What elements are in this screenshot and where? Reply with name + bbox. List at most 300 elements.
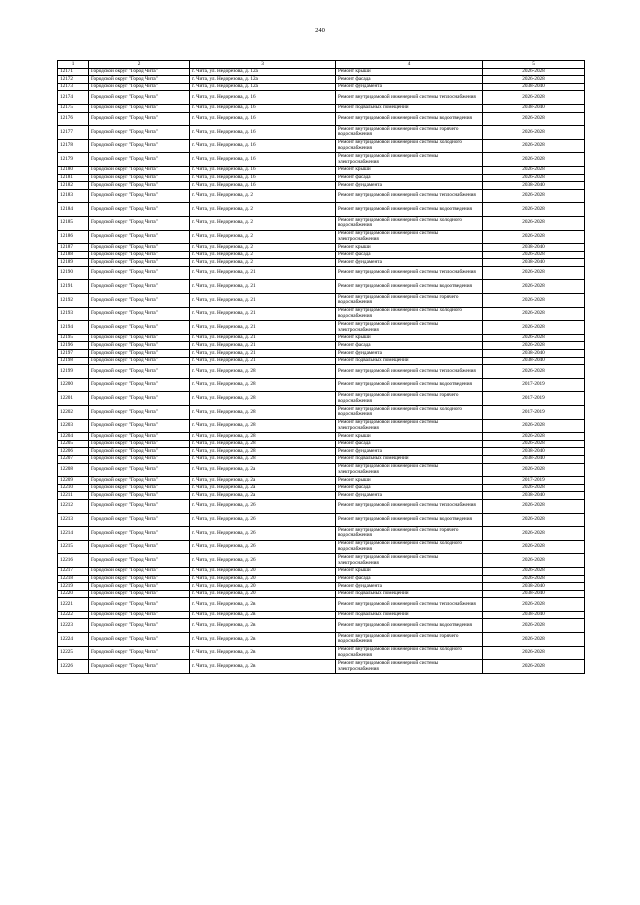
work-type-cell: Ремонт внутридомовой инженерной системы электроснабжения — [336, 153, 483, 167]
work-type-cell: Ремонт подвальных помещений — [336, 104, 483, 112]
table-row — [58, 244, 585, 252]
table-row — [58, 463, 585, 477]
table-row — [58, 280, 585, 294]
address-cell: г. Чита, ул. Недорезова, д. 16 — [190, 166, 336, 174]
address-cell: г. Чита, ул. Недорезова, д. 2в — [190, 611, 336, 619]
municipality-cell: Городской округ "Город Чита" — [89, 448, 190, 456]
municipality-cell: Городской округ "Город Чита" — [89, 365, 190, 379]
table-row — [58, 321, 585, 335]
work-type-cell: Ремонт внутридомовой инженерной системы горячего водоснабжения — [336, 294, 483, 308]
row-number-cell: 12209 — [58, 477, 89, 485]
period-cell: 2026-2028 — [483, 112, 585, 126]
work-type-cell: Ремонт внутридомовой инженерной системы холодного водоснабжения — [336, 540, 483, 554]
row-number-cell: 12191 — [58, 280, 89, 294]
row-number-cell: 12177 — [58, 126, 89, 140]
table-row — [58, 334, 585, 342]
period-cell: 2017-2019 — [483, 392, 585, 406]
table-row — [58, 575, 585, 583]
work-type-cell: Ремонт фасада — [336, 484, 483, 492]
period-cell: 2038-2040 — [483, 259, 585, 267]
row-number-cell: 12185 — [58, 216, 89, 230]
municipality-cell: Городской округ "Город Чита" — [89, 174, 190, 182]
period-cell: 2026-2028 — [483, 216, 585, 230]
municipality-cell: Городской округ "Город Чита" — [89, 230, 190, 244]
row-number-cell: 12198 — [58, 357, 89, 365]
row-number-cell: 12175 — [58, 104, 89, 112]
table-row — [58, 91, 585, 105]
address-cell: г. Чита, ул. Недорезова, д. 26 — [190, 527, 336, 541]
table-row — [58, 104, 585, 112]
work-type-cell: Ремонт внутридомовой инженерной системы теплоснабжения — [336, 365, 483, 379]
table-row — [58, 68, 585, 76]
work-type-cell: Ремонт крыши — [336, 166, 483, 174]
work-type-cell: Ремонт подвальных помещений — [336, 590, 483, 598]
work-type-cell: Ремонт внутридомовой инженерной системы электроснабжения — [336, 463, 483, 477]
work-type-cell: Ремонт фасада — [336, 575, 483, 583]
period-cell: 2026-2028 — [483, 153, 585, 167]
row-number-cell: 12200 — [58, 378, 89, 392]
municipality-cell: Городской округ "Город Чита" — [89, 342, 190, 350]
table-row — [58, 554, 585, 568]
municipality-cell: Городской округ "Город Чита" — [89, 216, 190, 230]
table-row — [58, 76, 585, 84]
address-cell: г. Чита, ул. Недорезова, д. 21 — [190, 321, 336, 335]
municipality-cell: Городской округ "Город Чита" — [89, 633, 190, 647]
work-type-cell: Ремонт крыши — [336, 477, 483, 485]
period-cell: 2026-2028 — [483, 540, 585, 554]
table-row — [58, 174, 585, 182]
work-type-cell: Ремонт внутридомовой инженерной системы горячего водоснабжения — [336, 392, 483, 406]
work-type-cell: Ремонт фундамента — [336, 182, 483, 190]
table-row — [58, 294, 585, 308]
period-cell: 2026-2028 — [483, 527, 585, 541]
address-cell: г. Чита, ул. Недорезова, д. 26 — [190, 540, 336, 554]
period-cell: 2038-2040 — [483, 83, 585, 91]
address-cell: г. Чита, ул. Недорезова, д. 20 — [190, 567, 336, 575]
period-cell: 2038-2040 — [483, 455, 585, 463]
column-number-cell: 3 — [190, 61, 336, 69]
table-row — [58, 619, 585, 633]
address-cell: г. Чита, ул. Недорезова, д. 21 — [190, 294, 336, 308]
municipality-cell: Городской округ "Город Чита" — [89, 182, 190, 190]
table-row — [58, 633, 585, 647]
table-row — [58, 419, 585, 433]
table-body — [58, 61, 585, 674]
municipality-cell: Городской округ "Город Чита" — [89, 91, 190, 105]
municipality-cell: Городской округ "Город Чита" — [89, 492, 190, 500]
table-row — [58, 307, 585, 321]
row-number-cell: 12187 — [58, 244, 89, 252]
municipality-cell: Городской округ "Город Чита" — [89, 660, 190, 674]
address-cell: г. Чита, ул. Недорезова, д. 2а — [190, 463, 336, 477]
work-type-cell: Ремонт внутридомовой инженерной системы водоотведения — [336, 619, 483, 633]
period-cell: 2026-2028 — [483, 660, 585, 674]
municipality-cell: Городской округ "Город Чита" — [89, 455, 190, 463]
period-cell: 2026-2028 — [483, 139, 585, 153]
work-type-cell: Ремонт внутридомовой инженерной системы холодного водоснабжения — [336, 216, 483, 230]
period-cell: 2026-2028 — [483, 633, 585, 647]
municipality-cell: Городской округ "Город Чита" — [89, 104, 190, 112]
work-type-cell: Ремонт внутридомовой инженерной системы холодного водоснабжения — [336, 646, 483, 660]
row-number-cell: 12199 — [58, 365, 89, 379]
address-cell: г. Чита, ул. Недорезова, д. 2 — [190, 251, 336, 259]
address-cell: г. Чита, ул. Недорезова, д. 21 — [190, 307, 336, 321]
work-type-cell: Ремонт внутридомовой инженерной системы холодного водоснабжения — [336, 139, 483, 153]
table-row — [58, 611, 585, 619]
period-cell: 2026-2028 — [483, 266, 585, 280]
period-cell: 2038-2040 — [483, 182, 585, 190]
row-number-cell: 12179 — [58, 153, 89, 167]
row-number-cell: 12188 — [58, 251, 89, 259]
period-cell: 2038-2040 — [483, 492, 585, 500]
work-type-cell: Ремонт подвальных помещений — [336, 611, 483, 619]
period-cell: 2017-2019 — [483, 406, 585, 420]
address-cell: г. Чита, ул. Недорезова, д. 16 — [190, 104, 336, 112]
row-number-cell: 12196 — [58, 342, 89, 350]
column-number-cell: 5 — [483, 61, 585, 69]
municipality-cell: Городской округ "Город Чита" — [89, 126, 190, 140]
work-type-cell: Ремонт крыши — [336, 567, 483, 575]
table-row — [58, 406, 585, 420]
address-cell: г. Чита, ул. Недорезова, д. 2в — [190, 598, 336, 612]
table-row — [58, 230, 585, 244]
row-number-cell: 12182 — [58, 182, 89, 190]
address-cell: г. Чита, ул. Недорезова, д. 21 — [190, 266, 336, 280]
address-cell: г. Чита, ул. Недорезова, д. 2 — [190, 189, 336, 203]
period-cell: 2026-2028 — [483, 230, 585, 244]
address-cell: г. Чита, ул. Недорезова, д. 20 — [190, 590, 336, 598]
address-cell: г. Чита, ул. Недорезова, д. 12а — [190, 83, 336, 91]
work-type-cell: Ремонт фасада — [336, 174, 483, 182]
period-cell: 2026-2028 — [483, 68, 585, 76]
work-type-cell: Ремонт внутридомовой инженерной системы водоотведения — [336, 280, 483, 294]
address-cell: г. Чита, ул. Недорезова, д. 28 — [190, 455, 336, 463]
table-row — [58, 540, 585, 554]
address-cell: г. Чита, ул. Недорезова, д. 16 — [190, 139, 336, 153]
row-number-cell: 12186 — [58, 230, 89, 244]
row-number-cell: 12213 — [58, 513, 89, 527]
row-number-cell: 12174 — [58, 91, 89, 105]
municipality-cell: Городской округ "Город Чита" — [89, 499, 190, 513]
table-row — [58, 455, 585, 463]
row-number-cell: 12178 — [58, 139, 89, 153]
table-row — [58, 182, 585, 190]
municipality-cell: Городской округ "Город Чита" — [89, 378, 190, 392]
municipality-cell: Городской округ "Город Чита" — [89, 350, 190, 358]
table-row — [58, 433, 585, 441]
row-number-cell: 12222 — [58, 611, 89, 619]
table-row — [58, 350, 585, 358]
municipality-cell: Городской округ "Город Чита" — [89, 440, 190, 448]
row-number-cell: 12208 — [58, 463, 89, 477]
municipality-cell: Городской округ "Город Чита" — [89, 583, 190, 591]
work-type-cell: Ремонт внутридомовой инженерной системы электроснабжения — [336, 230, 483, 244]
work-type-cell: Ремонт фасада — [336, 76, 483, 84]
table-row — [58, 477, 585, 485]
work-type-cell: Ремонт фундамента — [336, 583, 483, 591]
table-row — [58, 112, 585, 126]
table-row — [58, 378, 585, 392]
period-cell: 2026-2028 — [483, 484, 585, 492]
municipality-cell: Городской округ "Город Чита" — [89, 406, 190, 420]
municipality-cell: Городской округ "Город Чита" — [89, 266, 190, 280]
period-cell: 2026-2028 — [483, 619, 585, 633]
period-cell: 2038-2040 — [483, 357, 585, 365]
period-cell: 2026-2028 — [483, 513, 585, 527]
column-number-cell: 4 — [336, 61, 483, 69]
work-type-cell: Ремонт внутридомовой инженерной системы горячего водоснабжения — [336, 633, 483, 647]
table-row — [58, 448, 585, 456]
municipality-cell: Городской округ "Город Чита" — [89, 153, 190, 167]
period-cell: 2026-2028 — [483, 189, 585, 203]
period-cell: 2026-2028 — [483, 575, 585, 583]
table-row — [58, 392, 585, 406]
work-type-cell: Ремонт фасада — [336, 342, 483, 350]
address-cell: г. Чита, ул. Недорезова, д. 12а — [190, 68, 336, 76]
address-cell: г. Чита, ул. Недорезова, д. 12а — [190, 76, 336, 84]
row-number-cell: 12205 — [58, 440, 89, 448]
address-cell: г. Чита, ул. Недорезова, д. 21 — [190, 342, 336, 350]
work-type-cell: Ремонт внутридомовой инженерной системы теплоснабжения — [336, 598, 483, 612]
address-cell: г. Чита, ул. Недорезова, д. 21 — [190, 334, 336, 342]
work-type-cell: Ремонт внутридомовой инженерной системы электроснабжения — [336, 660, 483, 674]
work-type-cell: Ремонт внутридомовой инженерной системы электроснабжения — [336, 419, 483, 433]
period-cell: 2026-2028 — [483, 598, 585, 612]
period-cell: 2038-2040 — [483, 350, 585, 358]
table-row — [58, 660, 585, 674]
period-cell: 2026-2028 — [483, 321, 585, 335]
address-cell: г. Чита, ул. Недорезова, д. 2 — [190, 216, 336, 230]
municipality-cell: Городской округ "Город Чита" — [89, 251, 190, 259]
row-number-cell: 12207 — [58, 455, 89, 463]
table-row — [58, 527, 585, 541]
address-cell: г. Чита, ул. Недорезова, д. 2 — [190, 244, 336, 252]
address-cell: г. Чита, ул. Недорезова, д. 2 — [190, 203, 336, 217]
period-cell: 2038-2040 — [483, 104, 585, 112]
period-cell: 2026-2028 — [483, 419, 585, 433]
period-cell: 2038-2040 — [483, 611, 585, 619]
municipality-cell: Городской округ "Город Чита" — [89, 484, 190, 492]
period-cell: 2017-2019 — [483, 477, 585, 485]
municipality-cell: Городской округ "Город Чита" — [89, 189, 190, 203]
row-number-cell: 12220 — [58, 590, 89, 598]
address-cell: г. Чита, ул. Недорезова, д. 21 — [190, 280, 336, 294]
address-cell: г. Чита, ул. Недорезова, д. 28 — [190, 448, 336, 456]
table-row — [58, 266, 585, 280]
row-number-cell: 12225 — [58, 646, 89, 660]
table-row — [58, 440, 585, 448]
address-cell: г. Чита, ул. Недорезова, д. 2в — [190, 660, 336, 674]
table-row — [58, 259, 585, 267]
period-cell: 2026-2028 — [483, 91, 585, 105]
period-cell: 2026-2028 — [483, 463, 585, 477]
work-type-cell: Ремонт внутридомовой инженерной системы водоотведения — [336, 203, 483, 217]
work-type-cell: Ремонт фундамента — [336, 83, 483, 91]
row-number-cell: 12218 — [58, 575, 89, 583]
row-number-cell: 12223 — [58, 619, 89, 633]
municipality-cell: Городской округ "Город Чита" — [89, 419, 190, 433]
municipality-cell: Городской округ "Город Чита" — [89, 83, 190, 91]
municipality-cell: Городской округ "Город Чита" — [89, 433, 190, 441]
address-cell: г. Чита, ул. Недорезова, д. 28 — [190, 440, 336, 448]
row-number-cell: 12181 — [58, 174, 89, 182]
period-cell: 2026-2028 — [483, 251, 585, 259]
table-row — [58, 646, 585, 660]
table-row — [58, 365, 585, 379]
address-cell: г. Чита, ул. Недорезова, д. 2в — [190, 633, 336, 647]
table-row — [58, 203, 585, 217]
work-type-cell: Ремонт внутридомовой инженерной системы водоотведения — [336, 112, 483, 126]
row-number-cell: 12172 — [58, 76, 89, 84]
work-type-cell: Ремонт внутридомовой инженерной системы теплоснабжения — [336, 266, 483, 280]
capital-repair-table — [57, 60, 585, 674]
address-cell: г. Чита, ул. Недорезова, д. 28 — [190, 378, 336, 392]
municipality-cell: Городской округ "Город Чита" — [89, 463, 190, 477]
table-row — [58, 513, 585, 527]
period-cell: 2026-2028 — [483, 166, 585, 174]
table-row — [58, 251, 585, 259]
work-type-cell: Ремонт внутридомовой инженерной системы холодного водоснабжения — [336, 307, 483, 321]
address-cell: г. Чита, ул. Недорезова, д. 16 — [190, 153, 336, 167]
table-row — [58, 499, 585, 513]
period-cell: 2017-2019 — [483, 378, 585, 392]
work-type-cell: Ремонт внутридомовой инженерной системы водоотведения — [336, 378, 483, 392]
row-number-cell: 12202 — [58, 406, 89, 420]
address-cell: г. Чита, ул. Недорезова, д. 21 — [190, 350, 336, 358]
address-cell: г. Чита, ул. Недорезова, д. 2в — [190, 646, 336, 660]
period-cell: 2038-2040 — [483, 590, 585, 598]
period-cell: 2026-2028 — [483, 365, 585, 379]
municipality-cell: Городской округ "Город Чита" — [89, 244, 190, 252]
row-number-cell: 12201 — [58, 392, 89, 406]
address-cell: г. Чита, ул. Недорезова, д. 2а — [190, 477, 336, 485]
period-cell: 2038-2040 — [483, 448, 585, 456]
address-cell: г. Чита, ул. Недорезова, д. 26 — [190, 513, 336, 527]
column-number-cell: 2 — [89, 61, 190, 69]
row-number-cell: 12194 — [58, 321, 89, 335]
table-row — [58, 166, 585, 174]
municipality-cell: Городской округ "Город Чита" — [89, 203, 190, 217]
table-row — [58, 567, 585, 575]
work-type-cell: Ремонт подвальных помещений — [336, 455, 483, 463]
row-number-cell: 12217 — [58, 567, 89, 575]
period-cell: 2026-2028 — [483, 280, 585, 294]
municipality-cell: Городской округ "Город Чита" — [89, 307, 190, 321]
municipality-cell: Городской округ "Город Чита" — [89, 280, 190, 294]
address-cell: г. Чита, ул. Недорезова, д. 21 — [190, 357, 336, 365]
municipality-cell: Городской округ "Город Чита" — [89, 611, 190, 619]
period-cell: 2026-2028 — [483, 203, 585, 217]
period-cell: 2026-2028 — [483, 307, 585, 321]
work-type-cell: Ремонт внутридомовой инженерной системы теплоснабжения — [336, 189, 483, 203]
row-number-cell: 12206 — [58, 448, 89, 456]
address-cell: г. Чита, ул. Недорезова, д. 16 — [190, 112, 336, 126]
address-cell: г. Чита, ул. Недорезова, д. 2а — [190, 484, 336, 492]
municipality-cell: Городской округ "Город Чита" — [89, 259, 190, 267]
row-number-cell: 12211 — [58, 492, 89, 500]
work-type-cell: Ремонт фасада — [336, 251, 483, 259]
row-number-cell: 12219 — [58, 583, 89, 591]
address-cell: г. Чита, ул. Недорезова, д. 16 — [190, 126, 336, 140]
municipality-cell: Городской округ "Город Чита" — [89, 598, 190, 612]
work-type-cell: Ремонт внутридомовой инженерной системы электроснабжения — [336, 554, 483, 568]
row-number-cell: 12180 — [58, 166, 89, 174]
period-cell: 2026-2028 — [483, 554, 585, 568]
table-row — [58, 357, 585, 365]
table-row — [58, 484, 585, 492]
address-cell: г. Чита, ул. Недорезова, д. 16 — [190, 91, 336, 105]
period-cell: 2026-2028 — [483, 567, 585, 575]
address-cell: г. Чита, ул. Недорезова, д. 28 — [190, 392, 336, 406]
address-cell: г. Чита, ул. Недорезова, д. 2 — [190, 259, 336, 267]
municipality-cell: Городской округ "Город Чита" — [89, 139, 190, 153]
work-type-cell: Ремонт крыши — [336, 334, 483, 342]
work-type-cell: Ремонт внутридомовой инженерной системы водоотведения — [336, 513, 483, 527]
row-number-cell: 12203 — [58, 419, 89, 433]
municipality-cell: Городской округ "Город Чита" — [89, 112, 190, 126]
municipality-cell: Городской округ "Город Чита" — [89, 575, 190, 583]
row-number-cell: 12204 — [58, 433, 89, 441]
municipality-cell: Городской округ "Город Чита" — [89, 76, 190, 84]
period-cell: 2026-2028 — [483, 433, 585, 441]
period-cell: 2026-2028 — [483, 342, 585, 350]
table-row — [58, 139, 585, 153]
address-cell: г. Чита, ул. Недорезова, д. 26 — [190, 554, 336, 568]
municipality-cell: Городской округ "Город Чита" — [89, 646, 190, 660]
table-row — [58, 126, 585, 140]
table-row — [58, 342, 585, 350]
row-number-cell: 12215 — [58, 540, 89, 554]
municipality-cell: Городской округ "Город Чита" — [89, 477, 190, 485]
municipality-cell: Городской округ "Город Чита" — [89, 540, 190, 554]
table-row — [58, 590, 585, 598]
table-row — [58, 216, 585, 230]
period-cell: 2026-2028 — [483, 499, 585, 513]
period-cell: 2026-2028 — [483, 174, 585, 182]
municipality-cell: Городской округ "Город Чита" — [89, 68, 190, 76]
period-cell: 2026-2028 — [483, 294, 585, 308]
column-number-row — [58, 61, 585, 69]
row-number-cell: 12190 — [58, 266, 89, 280]
period-cell: 2038-2040 — [483, 583, 585, 591]
address-cell: г. Чита, ул. Недорезова, д. 2а — [190, 492, 336, 500]
address-cell: г. Чита, ул. Недорезова, д. 16 — [190, 174, 336, 182]
work-type-cell: Ремонт фасада — [336, 440, 483, 448]
row-number-cell: 12212 — [58, 499, 89, 513]
municipality-cell: Городской округ "Город Чита" — [89, 321, 190, 335]
row-number-cell: 12171 — [58, 68, 89, 76]
municipality-cell: Городской округ "Город Чита" — [89, 166, 190, 174]
period-cell: 2026-2028 — [483, 440, 585, 448]
row-number-cell: 12221 — [58, 598, 89, 612]
address-cell: г. Чита, ул. Недорезова, д. 28 — [190, 433, 336, 441]
municipality-cell: Городской округ "Город Чита" — [89, 334, 190, 342]
work-type-cell: Ремонт внутридомовой инженерной системы теплоснабжения — [336, 91, 483, 105]
municipality-cell: Городской округ "Город Чита" — [89, 357, 190, 365]
address-cell: г. Чита, ул. Недорезова, д. 26 — [190, 499, 336, 513]
municipality-cell: Городской округ "Город Чита" — [89, 392, 190, 406]
municipality-cell: Городской округ "Город Чита" — [89, 567, 190, 575]
table-row — [58, 492, 585, 500]
work-type-cell: Ремонт фундамента — [336, 350, 483, 358]
table-row — [58, 153, 585, 167]
municipality-cell: Городской округ "Город Чита" — [89, 590, 190, 598]
address-cell: г. Чита, ул. Недорезова, д. 28 — [190, 419, 336, 433]
work-type-cell: Ремонт подвальных помещений — [336, 357, 483, 365]
municipality-cell: Городской округ "Город Чита" — [89, 527, 190, 541]
address-cell: г. Чита, ул. Недорезова, д. 2 — [190, 230, 336, 244]
work-type-cell: Ремонт внутридомовой инженерной системы холодного водоснабжения — [336, 406, 483, 420]
